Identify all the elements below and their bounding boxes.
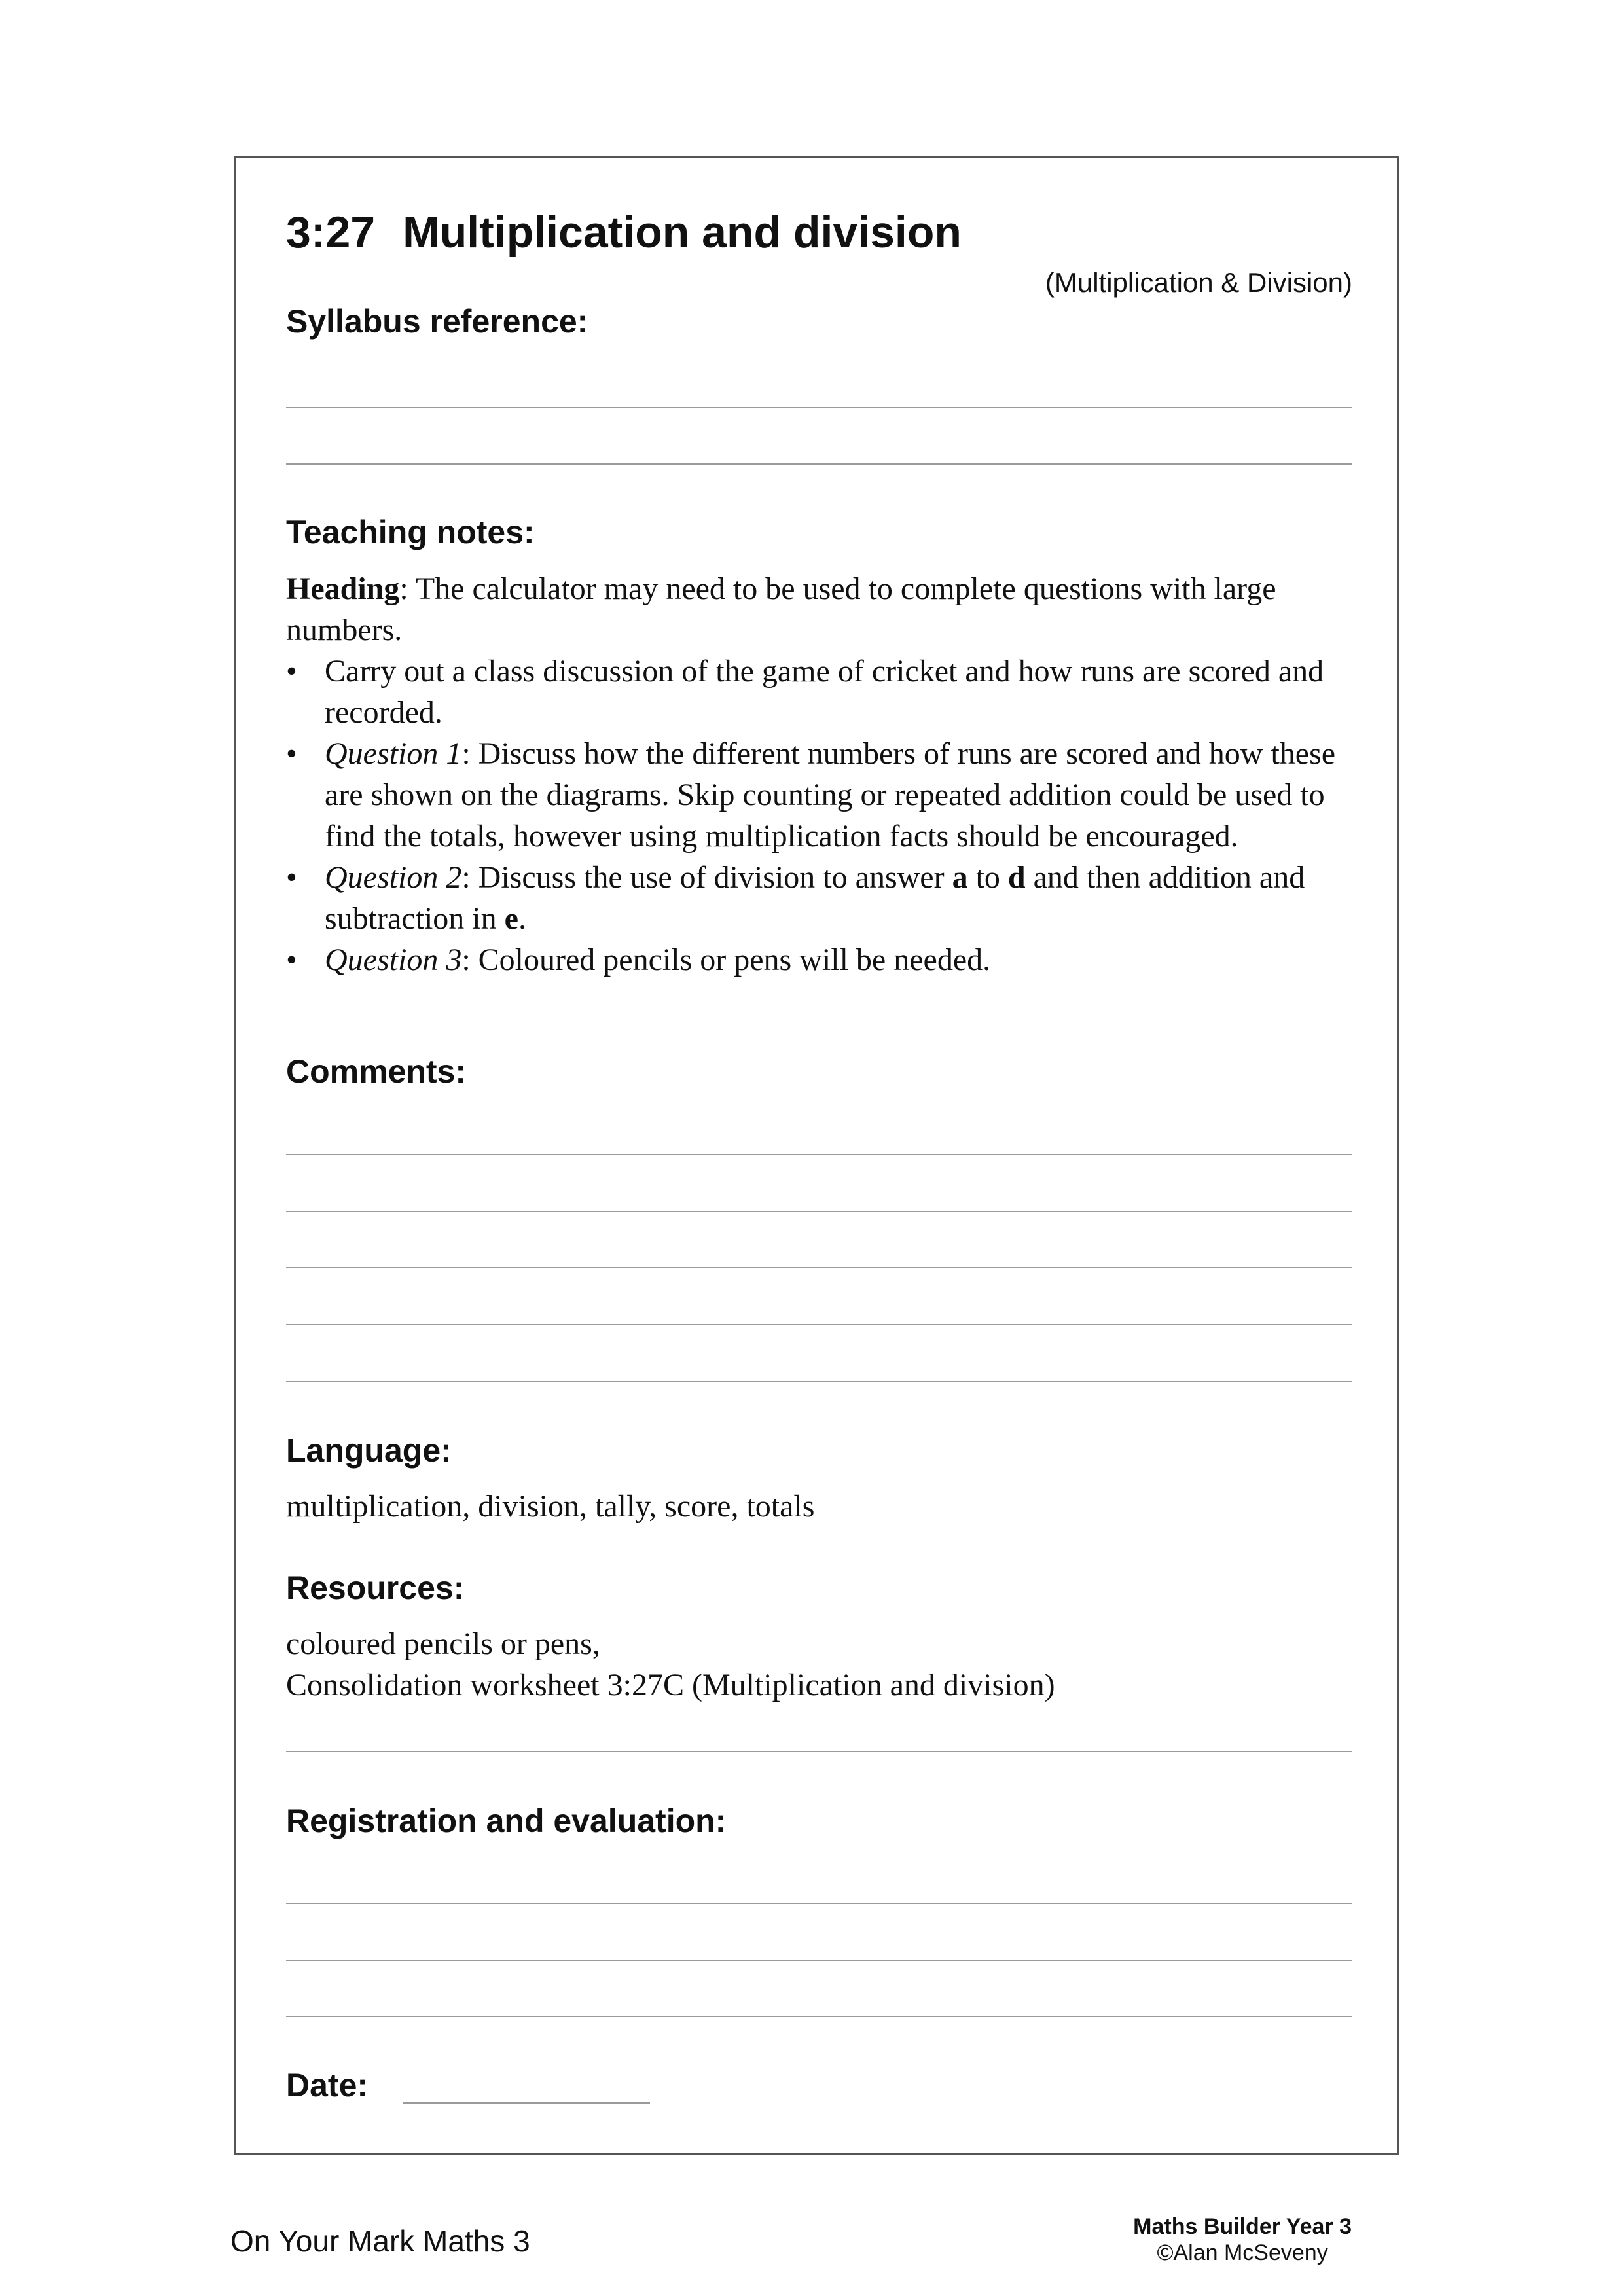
syllabus-line-2 <box>286 463 1352 465</box>
teaching-bullets <box>286 651 1360 980</box>
registration-line-3 <box>286 2016 1352 2017</box>
footer-credit <box>1133 2214 1352 2266</box>
resources-line <box>286 1751 1352 1752</box>
date-field-line <box>403 2102 650 2104</box>
bullet-text: : Coloured pencils or pens will be needed. <box>461 942 991 977</box>
bullet-icon: • <box>286 860 297 895</box>
comments-line-5 <box>286 1381 1352 1382</box>
comments-line-1 <box>286 1154 1352 1155</box>
registration-line-2 <box>286 1960 1352 1961</box>
date-label: Date: <box>286 2067 369 2104</box>
resources-line-1: coloured pencils or pens, <box>286 1626 600 1661</box>
bullet-icon: • <box>286 654 297 689</box>
teaching-intro <box>286 568 1360 651</box>
teaching-notes-heading: Teaching notes: <box>286 514 535 550</box>
question-label: Question 3 <box>325 942 462 977</box>
language-text: multiplication, division, tally, score, totals <box>286 1489 815 1524</box>
list-item <box>286 857 1360 939</box>
intro-heading-word: Heading <box>286 571 400 606</box>
question-label: Question 1 <box>325 736 462 771</box>
bullet-text: : Discuss the use of division to answer <box>461 860 952 895</box>
list-item <box>286 939 1360 980</box>
comments-heading: Comments: <box>286 1053 467 1090</box>
page-frame <box>234 156 1399 2155</box>
bullet-icon: • <box>286 942 297 977</box>
language-heading: Language: <box>286 1432 452 1469</box>
footer-copyright: ©Alan McSeveny <box>1157 2240 1328 2265</box>
list-item <box>286 733 1360 857</box>
lesson-title: Multiplication and division <box>403 207 962 257</box>
bullet-text: : Discuss how the different numbers of runs are scored and how these are shown on the diagrams. Skip counting or repeated addition could be used to find the totals, however using multiplication facts should be encouraged. <box>325 736 1336 853</box>
bullet-icon: • <box>286 736 297 771</box>
footer-series-title: On Your Mark Maths 3 <box>230 2224 530 2258</box>
part-label: a <box>952 860 968 895</box>
strand-label: (Multiplication & Division) <box>1045 267 1352 298</box>
comments-line-4 <box>286 1324 1352 1325</box>
page-title <box>286 207 962 258</box>
bullet-text: Carry out a class discussion of the game of cricket and how runs are scored and recorded. <box>325 654 1324 730</box>
part-label: e <box>504 901 518 936</box>
footer-book-title: Maths Builder Year 3 <box>1133 2214 1352 2239</box>
resources-line-2: Consolidation worksheet 3:27C (Multiplication and division) <box>286 1668 1055 1702</box>
bullet-text: . <box>518 901 526 936</box>
resources-heading: Resources: <box>286 1570 465 1606</box>
registration-heading: Registration and evaluation: <box>286 1803 727 1839</box>
comments-line-3 <box>286 1267 1352 1268</box>
list-item <box>286 651 1360 733</box>
comments-line-2 <box>286 1211 1352 1212</box>
question-label: Question 2 <box>325 860 462 895</box>
registration-line-1 <box>286 1903 1352 1904</box>
lesson-number: 3:27 <box>286 207 376 257</box>
teaching-notes-body <box>286 568 1360 980</box>
part-label: d <box>1007 860 1026 895</box>
bullet-text: and then addition and subtraction in <box>325 860 1305 936</box>
syllabus-heading: Syllabus reference: <box>286 303 588 340</box>
intro-text: : The calculator may need to be used to complete questions with large numbers. <box>286 571 1276 647</box>
syllabus-line-1 <box>286 407 1352 408</box>
bullet-text: to <box>967 860 1008 895</box>
